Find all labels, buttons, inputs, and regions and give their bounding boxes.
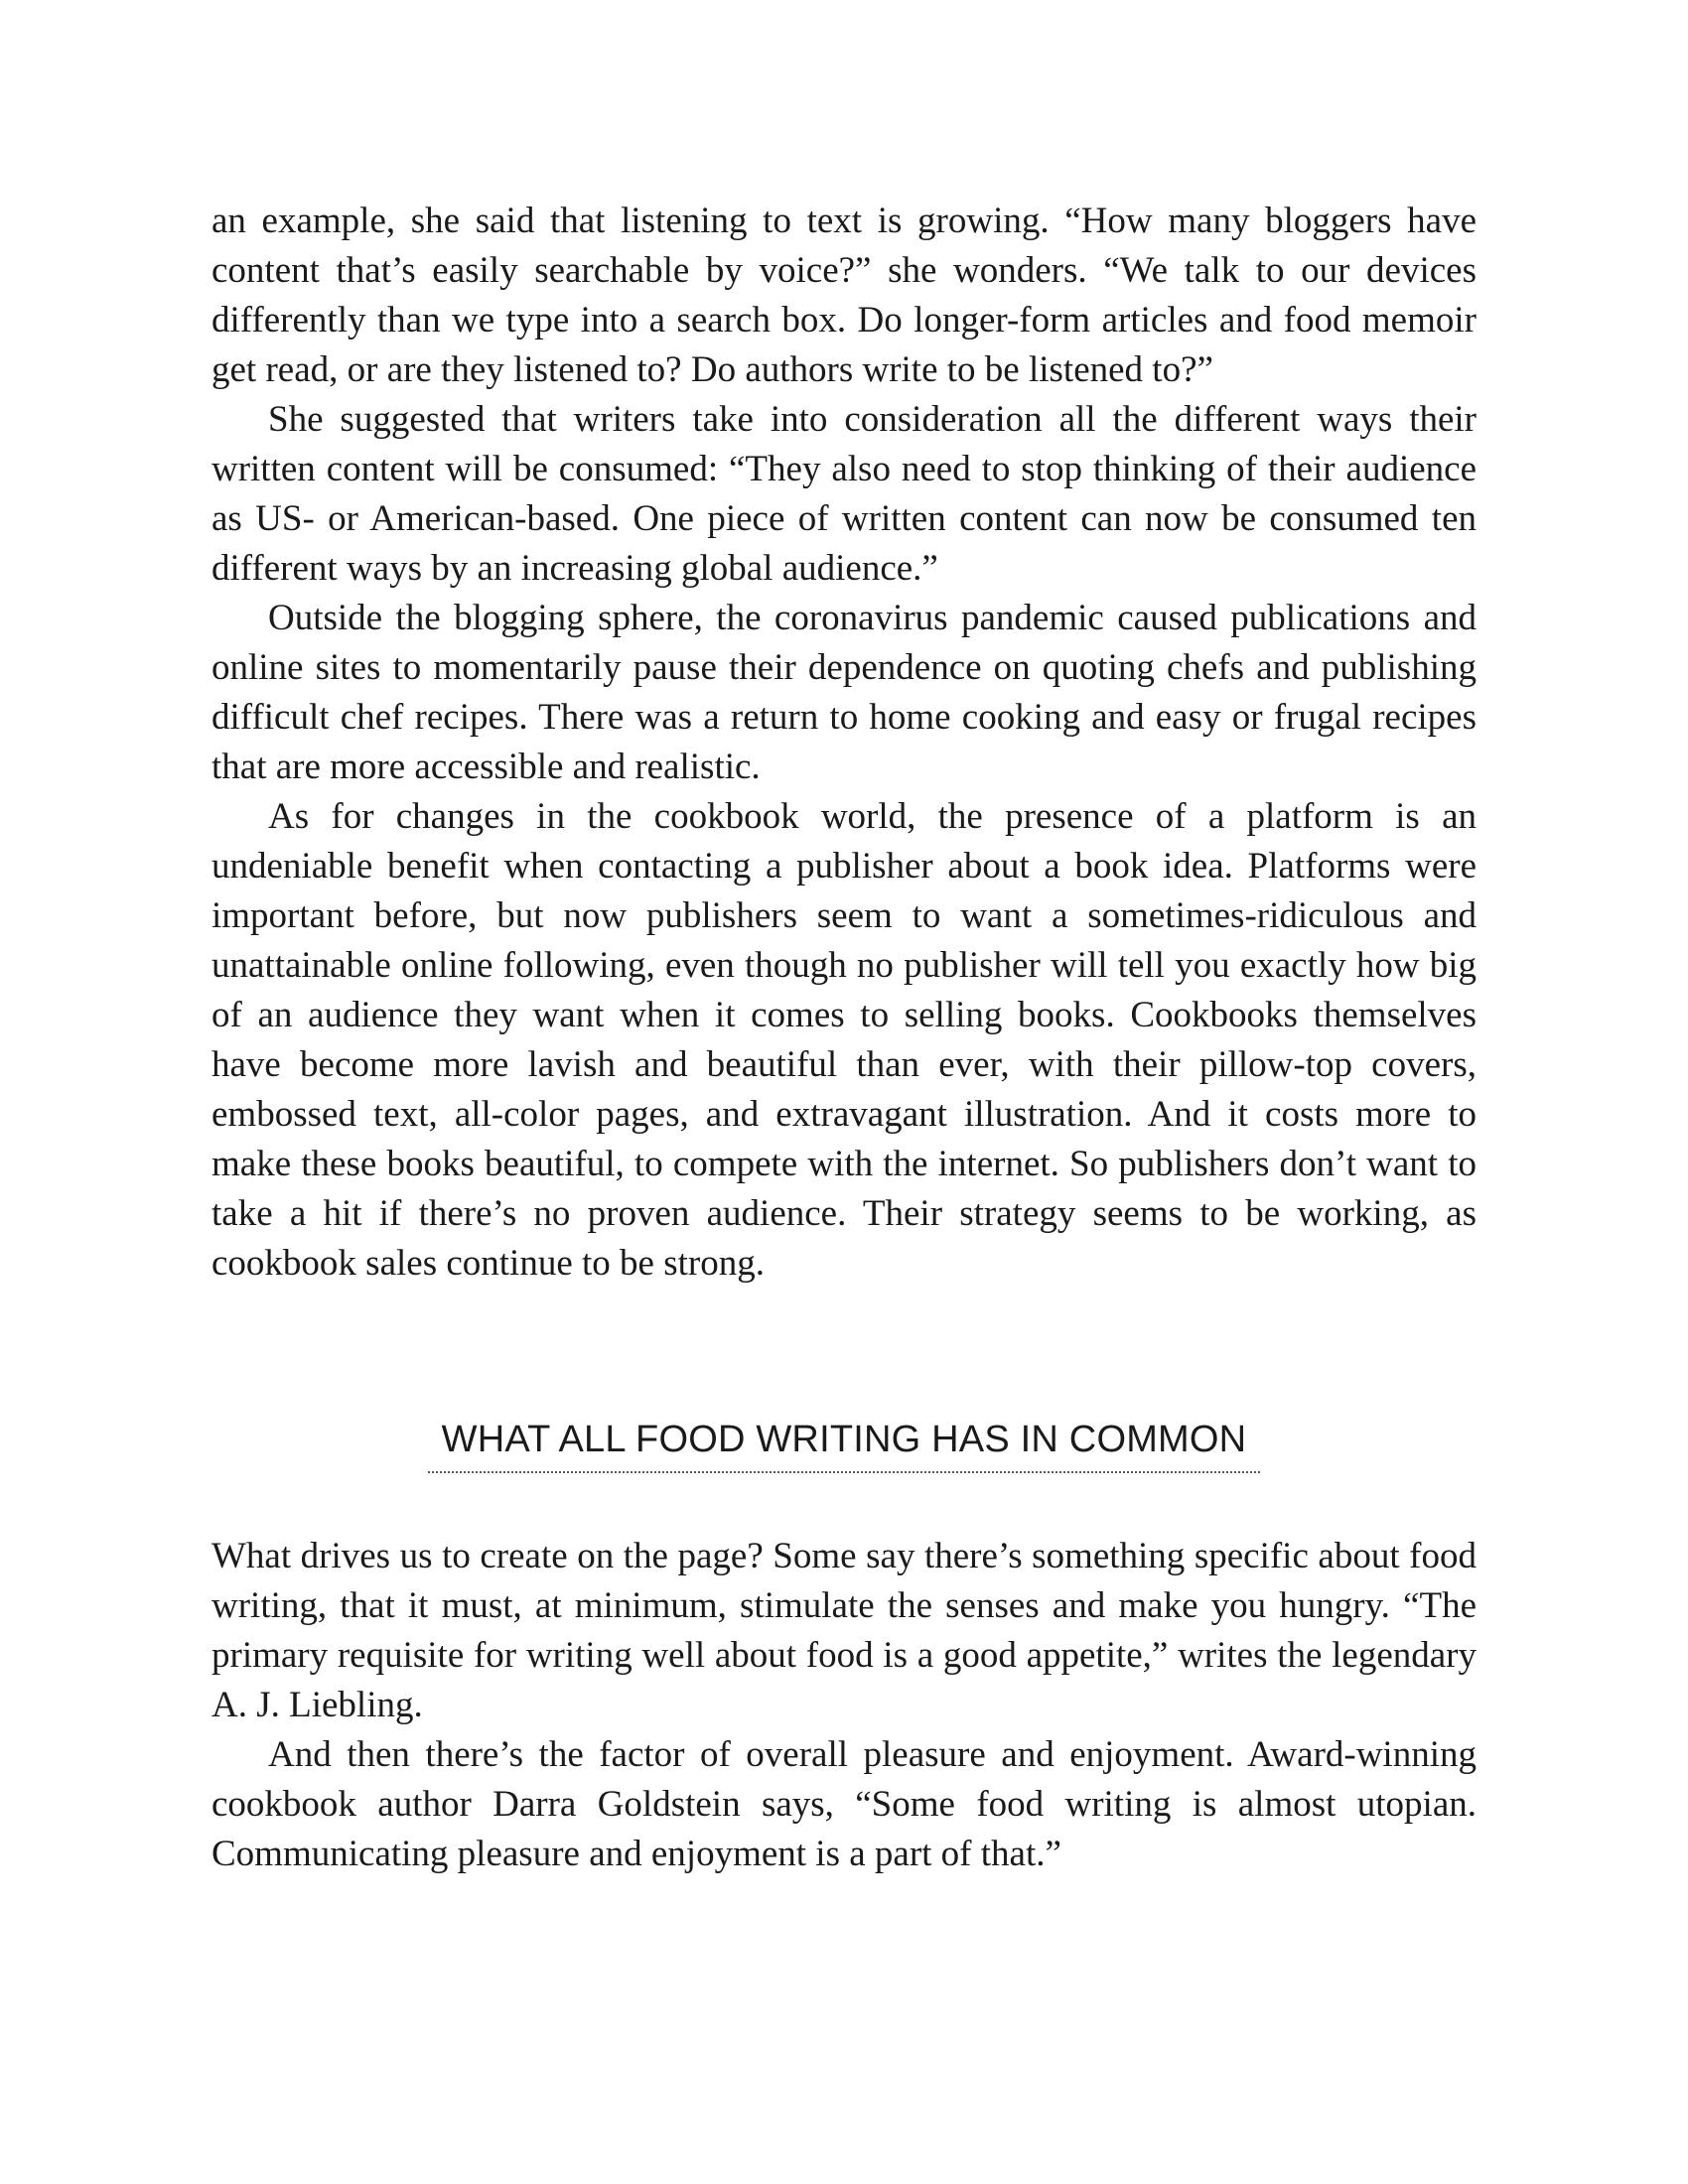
paragraph-what-drives-us: What drives us to create on the page? Some say there’s something specific about food writing, that it must, at minimum, stimulate the senses and make you hungry. “The primary requisite for writing well about food is a good appetite,” writes the legendary A. J. Liebling. <box>211 1536 1477 1726</box>
paragraph-pandemic: Outside the blogging sphere, the coronavirus pandemic caused publications and online sites to momentarily pause their dependence on quoting chefs and publishing difficult chef recipes. There was a return to home cooking and easy or frugal recipes that are more accessible and realistic. <box>211 598 1477 787</box>
paragraph-pleasure-enjoyment: And then there’s the factor of overall pleasure and enjoyment. Award-winning cookbook author Darra Goldstein says, “Some food writing is almost utopian. Communicating pleasure and enjoyment is a part of that.” <box>211 1734 1477 1875</box>
paragraph-written-content: She suggested that writers take into consideration all the different ways their written content will be consumed: “They also need to stop thinking of their audience as US- or American-based. One piece of written content can now be consumed ten different ways by an increasing global audience.” <box>211 399 1477 589</box>
section-heading: WHAT ALL FOOD WRITING HAS IN COMMON <box>428 1418 1261 1473</box>
section-heading-wrap <box>211 1386 1477 1504</box>
paragraph-voice-search: an example, she said that listening to text is growing. “How many bloggers have content that’s easily searchable by voice?” she wonders. “We talk to our devices differently than we type into a search box. Do longer-form articles and food memoir get read, or are they listened to? Do authors write to be listened to?” <box>211 201 1477 390</box>
page-body <box>211 197 1477 1879</box>
paragraph-cookbook-world: As for changes in the cookbook world, the presence of a platform is an undeniable benefit when contacting a publisher about a book idea. Platforms were important before, but now publishers seem to want a sometimes-ridiculous and unattainable online following, even though no publisher will tell you exactly how big of an audience they want when it comes to selling books. Cookbooks themselves have become more lavish and beautiful than ever, with their pillow-top covers, embossed text, all-color pages, and extravagant illustration. And it costs more to make these books beautiful, to compete with the internet. So publishers don’t want to take a hit if there’s no proven audience. Their strategy seems to be working, as cookbook sales continue to be strong. <box>211 796 1477 1284</box>
